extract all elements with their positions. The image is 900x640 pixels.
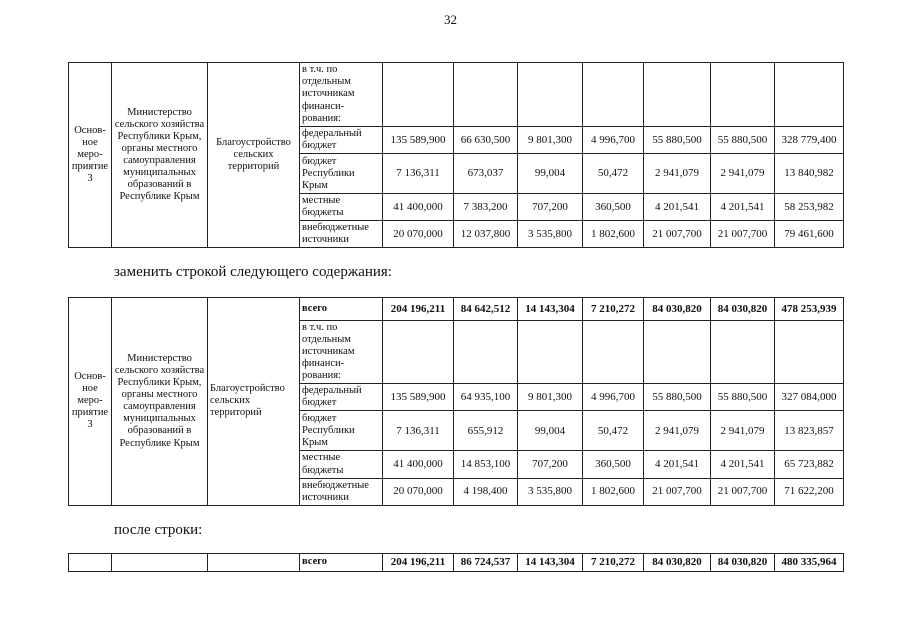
executor-cell: Министерство сельского хозяйства Республики Крым, органы местного самоуправления муниципальных образований в Республике Крым: [112, 298, 208, 506]
row-label: в т.ч. по отдельным источникам финанси-рования:: [300, 321, 383, 384]
value-cell: 2 941,079: [644, 411, 711, 451]
activity-cell: [69, 554, 112, 572]
value-cell: [383, 63, 454, 127]
value-cell: 13 840,982: [775, 154, 844, 194]
value-cell: 41 400,000: [383, 194, 454, 221]
value-cell: [454, 63, 518, 127]
executor-cell: [112, 554, 208, 572]
value-cell: 360,500: [583, 194, 644, 221]
table-old: [68, 62, 844, 248]
value-cell: 135 589,900: [383, 384, 454, 411]
value-cell: [518, 321, 583, 384]
row-label: всего: [300, 554, 383, 572]
value-cell: 58 253,982: [775, 194, 844, 221]
value-cell: 4 198,400: [454, 478, 518, 505]
value-cell: 65 723,882: [775, 451, 844, 478]
row-label: местные бюджеты: [300, 194, 383, 221]
row-label: всего: [300, 298, 383, 321]
value-cell: 360,500: [583, 451, 644, 478]
value-cell: [644, 321, 711, 384]
value-cell: [711, 321, 775, 384]
value-cell: [775, 321, 844, 384]
direction-cell: Благоустройство сельских территорий: [208, 63, 300, 248]
value-cell: 2 941,079: [711, 411, 775, 451]
value-cell: 478 253,939: [775, 298, 844, 321]
value-cell: 84 030,820: [711, 298, 775, 321]
value-cell: 204 196,211: [383, 298, 454, 321]
value-cell: 7 210,272: [583, 554, 644, 572]
value-cell: [454, 321, 518, 384]
value-cell: 55 880,500: [711, 384, 775, 411]
value-cell: 14 143,304: [518, 298, 583, 321]
value-cell: 3 535,800: [518, 221, 583, 248]
value-cell: 7 136,311: [383, 154, 454, 194]
value-cell: 21 007,700: [644, 221, 711, 248]
row-label: местные бюджеты: [300, 451, 383, 478]
value-cell: 673,037: [454, 154, 518, 194]
value-cell: 55 880,500: [644, 384, 711, 411]
value-cell: 84 030,820: [644, 554, 711, 572]
value-cell: 7 383,200: [454, 194, 518, 221]
value-cell: 21 007,700: [644, 478, 711, 505]
table-new: [68, 297, 844, 506]
value-cell: 55 880,500: [644, 127, 711, 154]
value-cell: 14 853,100: [454, 451, 518, 478]
value-cell: 9 801,300: [518, 384, 583, 411]
value-cell: 4 996,700: [583, 127, 644, 154]
value-cell: 41 400,000: [383, 451, 454, 478]
value-cell: [383, 321, 454, 384]
row-label: внебюджетные источники: [300, 221, 383, 248]
value-cell: 14 143,304: [518, 554, 583, 572]
value-cell: 7 136,311: [383, 411, 454, 451]
value-cell: 4 201,541: [644, 451, 711, 478]
value-cell: 86 724,537: [454, 554, 518, 572]
table-after: [68, 553, 844, 572]
value-cell: 55 880,500: [711, 127, 775, 154]
value-cell: 327 084,000: [775, 384, 844, 411]
row-label: в т.ч. по отдельным источникам финанси-рования:: [300, 63, 383, 127]
value-cell: 99,004: [518, 411, 583, 451]
value-cell: 4 201,541: [711, 194, 775, 221]
table-row: [69, 63, 844, 127]
value-cell: [583, 321, 644, 384]
value-cell: 79 461,600: [775, 221, 844, 248]
value-cell: 204 196,211: [383, 554, 454, 572]
row-label: бюджет Республики Крым: [300, 411, 383, 451]
value-cell: 9 801,300: [518, 127, 583, 154]
value-cell: 71 622,200: [775, 478, 844, 505]
value-cell: 20 070,000: [383, 221, 454, 248]
value-cell: 50,472: [583, 154, 644, 194]
row-label: федеральный бюджет: [300, 127, 383, 154]
value-cell: [644, 63, 711, 127]
value-cell: [775, 63, 844, 127]
value-cell: 2 941,079: [644, 154, 711, 194]
value-cell: 20 070,000: [383, 478, 454, 505]
direction-cell: [208, 554, 300, 572]
value-cell: [711, 63, 775, 127]
replace-phrase: заменить строкой следующего содержания:: [114, 264, 392, 280]
value-cell: 13 823,857: [775, 411, 844, 451]
value-cell: 21 007,700: [711, 478, 775, 505]
value-cell: 84 030,820: [644, 298, 711, 321]
value-cell: 1 802,600: [583, 478, 644, 505]
value-cell: 3 535,800: [518, 478, 583, 505]
value-cell: 21 007,700: [711, 221, 775, 248]
value-cell: 7 210,272: [583, 298, 644, 321]
value-cell: 66 630,500: [454, 127, 518, 154]
value-cell: 4 996,700: [583, 384, 644, 411]
value-cell: 328 779,400: [775, 127, 844, 154]
value-cell: 707,200: [518, 194, 583, 221]
page-number: 32: [444, 12, 457, 27]
direction-cell: Благоустройство сельских территорий: [208, 298, 300, 506]
value-cell: 64 935,100: [454, 384, 518, 411]
value-cell: 480 335,964: [775, 554, 844, 572]
value-cell: 12 037,800: [454, 221, 518, 248]
activity-cell: Основ-ное меро-приятие 3: [69, 298, 112, 506]
value-cell: 135 589,900: [383, 127, 454, 154]
value-cell: 99,004: [518, 154, 583, 194]
value-cell: 655,912: [454, 411, 518, 451]
value-cell: 707,200: [518, 451, 583, 478]
row-label: бюджет Республики Крым: [300, 154, 383, 194]
row-label: внебюджетные источники: [300, 478, 383, 505]
value-cell: [583, 63, 644, 127]
value-cell: 4 201,541: [644, 194, 711, 221]
table-row: [69, 554, 844, 572]
activity-cell: Основ-ное меро-приятие 3: [69, 63, 112, 248]
value-cell: 2 941,079: [711, 154, 775, 194]
value-cell: 1 802,600: [583, 221, 644, 248]
after-phrase: после строки:: [114, 522, 203, 538]
table-row: [69, 298, 844, 321]
executor-cell: Министерство сельского хозяйства Республики Крым, органы местного самоуправления муниципальных образований в Республике Крым: [112, 63, 208, 248]
value-cell: [518, 63, 583, 127]
value-cell: 4 201,541: [711, 451, 775, 478]
value-cell: 50,472: [583, 411, 644, 451]
row-label: федеральный бюджет: [300, 384, 383, 411]
value-cell: 84 030,820: [711, 554, 775, 572]
value-cell: 84 642,512: [454, 298, 518, 321]
